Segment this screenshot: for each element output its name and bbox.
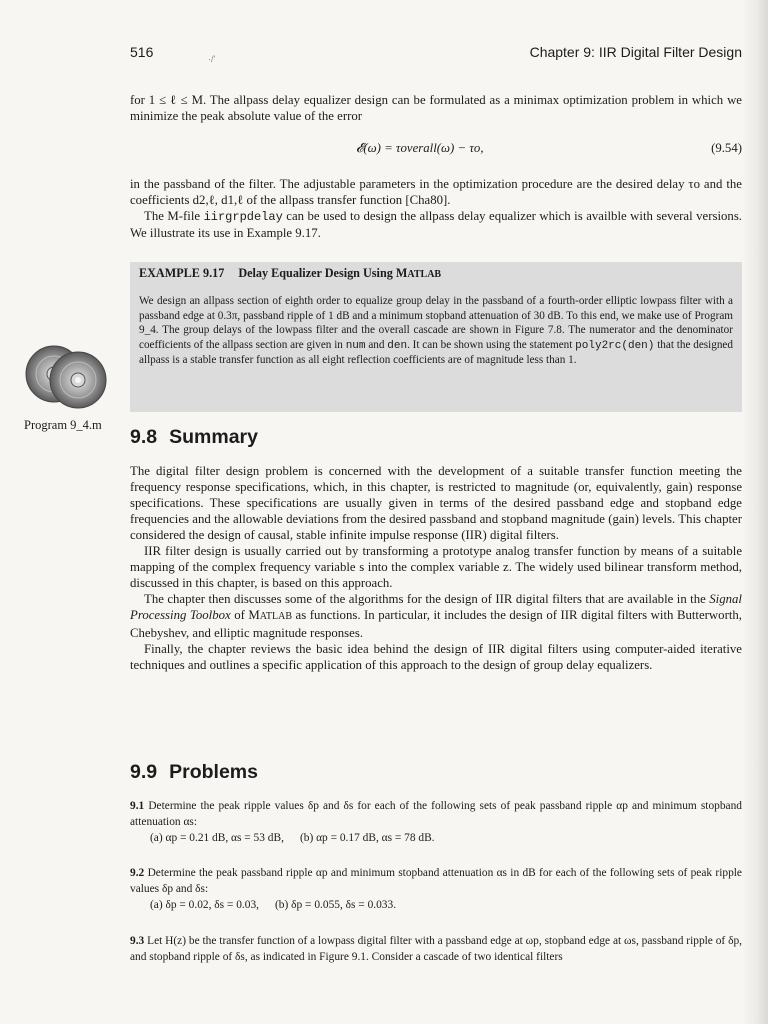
pen-mark: ·/' xyxy=(208,54,216,64)
section-number: 9.8 xyxy=(130,426,158,448)
problem-number: 9.2 xyxy=(130,867,145,879)
summary-heading xyxy=(130,426,258,449)
problem-number: 9.3 xyxy=(130,935,145,947)
section-number: 9.9 xyxy=(130,761,158,783)
intro-text: for 1 ≤ ℓ ≤ M. The allpass delay equalizer design can be formulated as a minimax optimization problem in which we minimize the peak absolute value of the error xyxy=(130,93,742,123)
problem-text: Let H(z) be the transfer function of a lowpass digital filter with a passband edge at ωp, stopband edge at ωs, passband ripple of δp, and stopband ripple of δs, as indicated in Figure 9.1. Consider a cascade of two identical filters xyxy=(130,935,742,963)
program-label: Program 9_4.m xyxy=(24,418,102,432)
summary-body xyxy=(130,463,742,673)
problems-heading xyxy=(130,761,258,784)
problem-9-2 xyxy=(130,865,742,913)
summary-paragraph-1: The digital filter design problem is concerned with the development of a suitable transfer function meeting the frequency response specifications, which, in this chapter, is restricted to magnitude (or, equivalently, gain) response specifications. These specifications are usually given in terms of the desired passband edge and stopband edge frequencies and the allowable deviations from the desired passband and stopband magnitude (gain) levels. This chapter considered the design of causal, stable infinite impulse response (IIR) digital filters. xyxy=(130,464,742,542)
page-number: 516 xyxy=(130,44,154,60)
cd-rom-icon xyxy=(24,340,108,412)
page-edge-shadow xyxy=(742,0,768,1024)
example-heading xyxy=(139,266,441,281)
summary-paragraph-3: The chapter then discusses some of the algorithms for the design of IIR digital filters that are available in the Signal Processing Toolbox of MATLAB as functions. In particular, it includes the design of IIR digital filters with Butterworth, Chebyshev, and elliptic magnitude responses. xyxy=(130,592,742,640)
equation-text: 𝓔(ω) = τoverall(ω) − τo, xyxy=(356,141,484,155)
running-header xyxy=(130,44,742,66)
summary-paragraph-2: IIR filter design is usually carried out by transforming a prototype analog transfer function by means of a suitable mapping of the complex frequency variable s into the complex variable z. The widely used bilinear transform method, discussed in this chapter, is based on this approach. xyxy=(130,544,742,590)
intro-text-2: in the passband of the filter. The adjustable parameters in the optimization procedure are the desired delay τo and the coefficients d2,ℓ, d1,ℓ of the allpass transfer function [Cha80]. xyxy=(130,177,742,207)
intro-text-3: The M-file iirgrpdelay can be used to design the allpass delay equalizer which is availble with several versions. We illustrate its use in Example 9.17. xyxy=(130,209,742,240)
section-title: Summary xyxy=(169,426,258,448)
example-title: Delay Equalizer Design Using MATLAB xyxy=(238,266,442,280)
chapter-title: Chapter 9: IIR Digital Filter Design xyxy=(529,44,742,60)
problem-text: Determine the peak ripple values δp and δs for each of the following sets of peak passband ripple αp and minimum stopband attenuation αs: xyxy=(130,800,742,828)
equation-number: (9.54) xyxy=(711,141,742,155)
section-title: Problems xyxy=(169,761,258,783)
mfile-name: iirgrpdelay xyxy=(203,210,283,224)
example-text: We design an allpass section of eighth order to equalize group delay in the passband of a fourth-order elliptic lowpass filter with a passband edge at 0.3π, passband ripple of 1 dB and a minimum stopband attenuation of 30 dB. To this end, we make use of Program 9_4. The group delays of the lowpass filter and the overall cascade are shown in Figure 7.8. The numerator and the denominator coefficients of the allpass section are given in num and den. It can be shown using the statement poly2rc(den) that the designed allpass is a stable transfer function as all eight reflection coefficients are of magnitude less than 1. xyxy=(139,295,733,366)
equation-9-54 xyxy=(130,141,742,159)
problem-parts: (a) αp = 0.21 dB, αs = 53 dB, (b) αp = 0.17 dB, αs = 78 dB. xyxy=(150,832,435,844)
summary-paragraph-4: Finally, the chapter reviews the basic idea behind the design of IIR digital filters using computer-aided iterative techniques and outlines a specific application of this approach to the design of group delay equalizers. xyxy=(130,642,742,672)
problem-9-1 xyxy=(130,798,742,846)
problem-parts: (a) δp = 0.02, δs = 0.03, (b) δp = 0.055, δs = 0.033. xyxy=(150,899,397,911)
problem-text: Determine the peak passband ripple αp and minimum stopband attenuation αs in dB for each of the following sets of peak ripple values δp and δs: xyxy=(130,867,742,895)
problem-number: 9.1 xyxy=(130,800,145,812)
problem-9-3 xyxy=(130,933,742,965)
example-label: EXAMPLE 9.17 xyxy=(139,266,225,280)
example-box xyxy=(130,262,742,412)
intro-paragraph xyxy=(130,92,742,124)
intro-continued xyxy=(130,176,742,241)
